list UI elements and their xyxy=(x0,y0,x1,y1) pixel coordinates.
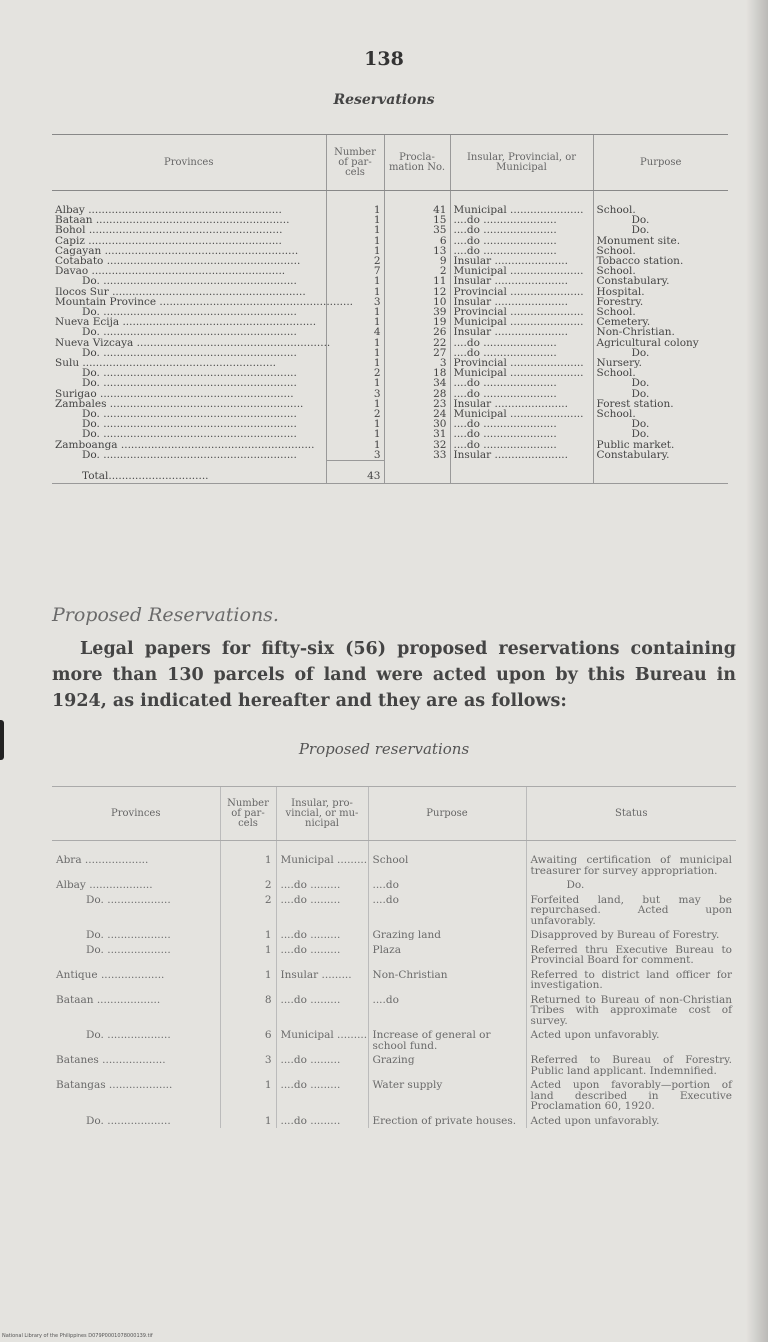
type-cell: ....do ...................... xyxy=(450,440,593,450)
province-cell: Batanes ................... xyxy=(56,1054,166,1066)
province-name: Bataan xyxy=(56,993,94,1006)
purpose-cell: Water supply xyxy=(368,1078,526,1114)
type-cell: Provincial ...................... xyxy=(450,307,593,317)
table-row xyxy=(52,893,736,929)
status-cell: Forfeited land, but may be repurchased. Acted upon unfavorably. xyxy=(526,893,736,929)
type-cell: ....do ......... xyxy=(276,1078,368,1114)
type-value: Insular xyxy=(453,449,492,462)
type-cell: ....do ...................... xyxy=(450,389,593,399)
proclamation-cell: 35 xyxy=(384,225,450,235)
province-cell: Do. ................... xyxy=(86,1029,171,1041)
proposed-reservations-table xyxy=(52,786,736,1128)
purpose-cell: Do. xyxy=(593,225,728,235)
table-row xyxy=(52,1053,736,1078)
province-cell: Do. ................... xyxy=(86,1114,171,1127)
province-name: Batangas xyxy=(56,1079,106,1091)
purpose-cell: ....do xyxy=(368,878,526,893)
province-name: Nueva Ecija xyxy=(55,316,120,329)
proclamation-cell: 13 xyxy=(384,246,450,256)
parcels-cell: 1 xyxy=(326,287,384,297)
type-cell: ....do ...................... xyxy=(450,215,593,225)
parcels-cell: 1 xyxy=(326,236,384,246)
province-name: Zamboanga xyxy=(55,438,118,451)
type-cell: Insular ...................... xyxy=(450,256,593,266)
purpose-cell: ....do xyxy=(368,993,526,1029)
type-value: Municipal xyxy=(280,854,334,866)
reservations-header-3: Insular, Provincial, or Municipal xyxy=(450,135,593,191)
table-row xyxy=(52,993,736,1029)
province-name: Davao xyxy=(55,265,89,278)
province-cell: Do. .......................................................... xyxy=(82,326,297,339)
province-name: Nueva Vizcaya xyxy=(55,336,134,349)
type-cell: Municipal ...................... xyxy=(450,191,593,216)
type-cell: ....do ...................... xyxy=(450,419,593,429)
status-cell: Referred thru Executive Bureau to Provincial Board for comment. xyxy=(526,943,736,968)
parcels-cell: 1 xyxy=(326,317,384,327)
type-cell: Municipal ......... xyxy=(276,1028,368,1053)
province-cell: Bohol .......................................................... xyxy=(55,224,283,237)
type-cell: Insular ...................... xyxy=(450,276,593,286)
parcels-cell: 1 xyxy=(326,378,384,388)
status-cell: Returned to Bureau of non-Christian Tribes with approximate cost of survey. xyxy=(526,993,736,1029)
province-cell: Do. .......................................................... xyxy=(82,428,297,441)
province-cell: Do. .......................................................... xyxy=(82,377,297,390)
proclamation-cell: 19 xyxy=(384,317,450,327)
province-name: Surigao xyxy=(55,387,97,400)
province-cell: Do. .......................................................... xyxy=(82,367,297,380)
parcels-cell: 2 xyxy=(220,878,276,893)
type-cell: Municipal ...................... xyxy=(450,266,593,276)
reservations-header-0: Provinces xyxy=(52,135,326,191)
province-name: Do. xyxy=(82,377,100,390)
province-cell: Ilocos Sur .......................................................... xyxy=(55,285,306,298)
purpose-cell: School. xyxy=(593,266,728,276)
province-cell: Antique ................... xyxy=(56,968,165,981)
province-name: Sulu xyxy=(55,357,80,370)
type-cell: ....do ......... xyxy=(276,1114,368,1129)
parcels-cell: 1 xyxy=(326,348,384,358)
parcels-cell: 7 xyxy=(326,266,384,276)
proclamation-cell: 31 xyxy=(384,429,450,439)
purpose-cell: Cemetery. xyxy=(593,317,728,327)
type-value: ....do xyxy=(280,1054,307,1066)
purpose-cell: Constabulary. xyxy=(593,450,728,461)
province-name: Cagayan xyxy=(55,244,102,257)
type-cell: Municipal ...................... xyxy=(450,368,593,378)
proposed-reservations-heading: Proposed Reservations. xyxy=(52,604,279,626)
type-value: Insular xyxy=(280,968,319,981)
province-cell: Bataan .......................................................... xyxy=(55,214,290,227)
table-row xyxy=(52,450,728,461)
purpose-cell: Grazing land xyxy=(368,928,526,943)
province-name: Capiz xyxy=(55,234,85,247)
province-cell: Bataan ................... xyxy=(56,993,161,1006)
table-row xyxy=(52,943,736,968)
parcels-cell: 1 xyxy=(326,419,384,429)
province-name: Batanes xyxy=(56,1054,99,1066)
type-value: Provincial xyxy=(453,285,507,298)
purpose-cell: Plaza xyxy=(368,943,526,968)
type-cell: Insular ...................... xyxy=(450,327,593,337)
parcels-cell: 1 xyxy=(326,399,384,409)
reservations-table xyxy=(52,134,728,484)
purpose-cell: Do. xyxy=(593,215,728,225)
type-cell: ....do ...................... xyxy=(450,246,593,256)
type-value: Insular xyxy=(453,326,492,339)
table-row xyxy=(52,191,728,216)
parcels-cell: 8 xyxy=(220,993,276,1029)
type-cell: ....do ......... xyxy=(276,943,368,968)
province-cell: Zamboanga .......................................................... xyxy=(55,438,315,451)
type-value: Provincial xyxy=(453,306,507,319)
type-value: ....do xyxy=(453,214,480,227)
purpose-cell: Public market. xyxy=(593,440,728,450)
province-name: Do. xyxy=(82,306,100,319)
type-value: ....do xyxy=(453,428,480,441)
parcels-cell: 1 xyxy=(326,429,384,439)
purpose-cell: Agricultural colony xyxy=(593,338,728,348)
parcels-cell: 1 xyxy=(326,440,384,450)
proclamation-cell: 11 xyxy=(384,276,450,286)
purpose-cell: Do. xyxy=(593,419,728,429)
purpose-cell: Nursery. xyxy=(593,358,728,368)
province-name: Do. xyxy=(82,428,100,441)
parcels-cell: 3 xyxy=(326,297,384,307)
province-cell: Abra ................... xyxy=(56,854,149,866)
province-name: Do. xyxy=(82,367,100,380)
province-name: Do. xyxy=(86,943,104,956)
type-value: ....do xyxy=(453,234,480,247)
type-cell: ....do ...................... xyxy=(450,225,593,235)
province-name: Zambales xyxy=(55,397,107,410)
province-name: Do. xyxy=(82,275,100,288)
type-value: Insular xyxy=(453,397,492,410)
province-cell: Albay ................... xyxy=(56,879,153,891)
province-cell: Do. .......................................................... xyxy=(82,449,297,462)
parcels-cell: 1 xyxy=(220,841,276,879)
proclamation-cell: 23 xyxy=(384,399,450,409)
type-cell: ....do ......... xyxy=(276,928,368,943)
type-value: ....do xyxy=(280,993,307,1006)
status-cell: Acted upon unfavorably. xyxy=(526,1114,736,1129)
type-value: ....do xyxy=(453,418,480,431)
province-name: Albay xyxy=(55,204,85,216)
province-cell: Mountain Province .......................................................... xyxy=(55,295,354,308)
page-number: 138 xyxy=(364,48,404,70)
parcels-cell: 1 xyxy=(326,225,384,235)
purpose-cell: School. xyxy=(593,307,728,317)
parcels-cell: 3 xyxy=(220,1053,276,1078)
province-name: Do. xyxy=(82,408,100,421)
province-cell: Do. ................... xyxy=(86,893,171,906)
table-row xyxy=(52,1078,736,1114)
purpose-cell: School. xyxy=(593,368,728,378)
parcels-cell: 2 xyxy=(326,256,384,266)
parcels-cell: 1 xyxy=(326,246,384,256)
parcels-cell: 3 xyxy=(326,389,384,399)
purpose-cell: Hospital. xyxy=(593,287,728,297)
proclamation-cell: 32 xyxy=(384,440,450,450)
proposed-header-3: Purpose xyxy=(368,787,526,841)
type-cell: Municipal ......... xyxy=(276,841,368,879)
page-edge-shadow xyxy=(0,720,4,760)
parcels-cell: 1 xyxy=(220,943,276,968)
province-cell: Do. ................... xyxy=(86,929,171,941)
proclamation-cell: 26 xyxy=(384,327,450,337)
proposed-header-0: Provinces xyxy=(52,787,220,841)
type-cell: Provincial ...................... xyxy=(450,358,593,368)
purpose-cell: Forestry. xyxy=(593,297,728,307)
proclamation-cell: 28 xyxy=(384,389,450,399)
type-value: Municipal xyxy=(280,1029,334,1041)
purpose-cell: School. xyxy=(593,409,728,419)
province-cell: Do. .......................................................... xyxy=(82,275,297,288)
type-value: Insular xyxy=(453,295,492,308)
status-cell: Acted upon favorably—portion of land described in Executive Proclamation 60, 1920. xyxy=(526,1078,736,1114)
province-name: Do. xyxy=(86,1114,104,1127)
purpose-cell: Non-Christian xyxy=(368,968,526,993)
type-value: Municipal xyxy=(453,367,507,380)
proclamation-cell: 22 xyxy=(384,338,450,348)
type-value: ....do xyxy=(280,929,307,941)
province-name: Do. xyxy=(86,893,104,906)
province-cell: Do. .......................................................... xyxy=(82,346,297,359)
proclamation-cell: 15 xyxy=(384,215,450,225)
proclamation-cell: 30 xyxy=(384,419,450,429)
type-value: Municipal xyxy=(453,204,507,216)
purpose-cell: Do. xyxy=(593,348,728,358)
proclamation-cell: 18 xyxy=(384,368,450,378)
type-cell: ....do ......... xyxy=(276,993,368,1029)
type-cell: Insular ......... xyxy=(276,968,368,993)
type-value: ....do xyxy=(280,879,307,891)
parcels-cell: 1 xyxy=(326,215,384,225)
type-cell: Insular ...................... xyxy=(450,297,593,307)
intro-paragraph: Legal papers for fifty-six (56) proposed reservations containing more than 130 parcels of land were acted upon by this Bureau in 1924, as indicated hereafter and they are as follows: xyxy=(52,639,736,711)
binding-shadow xyxy=(746,0,768,1342)
parcels-cell: 1 xyxy=(220,1114,276,1129)
status-cell: Awaiting certification of municipal treasurer for survey appropriation. xyxy=(526,841,736,879)
type-cell: ....do ......... xyxy=(276,878,368,893)
reservations-header-4: Purpose xyxy=(593,135,728,191)
parcels-cell: 1 xyxy=(220,1078,276,1114)
province-cell: Davao .......................................................... xyxy=(55,265,286,278)
type-value: Municipal xyxy=(453,408,507,421)
parcels-cell: 1 xyxy=(220,928,276,943)
parcels-cell: 1 xyxy=(326,307,384,317)
parcels-cell: 2 xyxy=(220,893,276,929)
type-cell: Provincial ...................... xyxy=(450,287,593,297)
province-cell: Nueva Ecija .......................................................... xyxy=(55,316,317,329)
type-value: ....do xyxy=(280,1114,307,1127)
purpose-cell: Increase of general or school fund. xyxy=(368,1028,526,1053)
type-value: ....do xyxy=(453,377,480,390)
province-name: Do. xyxy=(82,418,100,431)
status-cell: Do. xyxy=(526,878,736,893)
purpose-cell: Do. xyxy=(593,378,728,388)
type-cell: Municipal ...................... xyxy=(450,317,593,327)
parcels-cell: 2 xyxy=(326,368,384,378)
table-row xyxy=(52,928,736,943)
province-name: Do. xyxy=(86,1029,104,1041)
table-row xyxy=(52,878,736,893)
reservations-header-2: Procla-mation No. xyxy=(384,135,450,191)
province-cell: Do. .......................................................... xyxy=(82,418,297,431)
type-cell: ....do ...................... xyxy=(450,429,593,439)
province-name: Do. xyxy=(86,929,104,941)
purpose-cell: Do. xyxy=(593,389,728,399)
province-cell: Zambales .......................................................... xyxy=(55,397,304,410)
proclamation-cell: 3 xyxy=(384,358,450,368)
proclamation-cell: 39 xyxy=(384,307,450,317)
type-cell: ....do ...................... xyxy=(450,348,593,358)
type-value: ....do xyxy=(453,244,480,257)
parcels-cell: 1 xyxy=(326,276,384,286)
province-name: Bataan xyxy=(55,214,93,227)
province-name: Do. xyxy=(82,346,100,359)
purpose-cell: School xyxy=(368,841,526,879)
type-value: Municipal xyxy=(453,265,507,278)
province-name: Bohol xyxy=(55,224,86,237)
type-cell: ....do ...................... xyxy=(450,378,593,388)
province-cell: Capiz .......................................................... xyxy=(55,234,282,247)
type-value: Insular xyxy=(453,275,492,288)
purpose-cell: Monument site. xyxy=(593,236,728,246)
province-name: Antique xyxy=(56,968,98,981)
parcels-cell: 1 xyxy=(326,358,384,368)
type-value: ....do xyxy=(453,224,480,237)
proposed-table-title: Proposed reservations xyxy=(298,740,470,758)
province-cell: Do. .......................................................... xyxy=(82,408,297,421)
proclamation-cell: 34 xyxy=(384,378,450,388)
proclamation-cell: 41 xyxy=(384,191,450,216)
type-value: ....do xyxy=(453,336,480,349)
province-name: Ilocos Sur xyxy=(55,285,109,298)
parcels-cell: 2 xyxy=(326,409,384,419)
proclamation-cell: 27 xyxy=(384,348,450,358)
status-cell: Referred to district land officer for investigation. xyxy=(526,968,736,993)
province-name: Do. xyxy=(82,326,100,339)
province-cell: Surigao .......................................................... xyxy=(55,387,294,400)
purpose-cell: School. xyxy=(593,191,728,216)
table-row xyxy=(52,841,736,879)
reservations-header-1: Number of par-cels xyxy=(326,135,384,191)
type-value: ....do xyxy=(280,1079,307,1091)
type-cell: Insular ...................... xyxy=(450,399,593,409)
proclamation-cell: 24 xyxy=(384,409,450,419)
type-value: Provincial xyxy=(453,357,507,370)
total-value: 43 xyxy=(326,461,384,484)
province-cell: Cagayan .......................................................... xyxy=(55,244,299,257)
province-cell: Albay .......................................................... xyxy=(55,204,282,216)
parcels-cell: 3 xyxy=(326,450,384,461)
type-value: ....do xyxy=(280,943,307,956)
proclamation-cell: 10 xyxy=(384,297,450,307)
purpose-cell: Do. xyxy=(593,429,728,439)
province-cell: Sulu .......................................................... xyxy=(55,357,276,370)
proclamation-cell: 9 xyxy=(384,256,450,266)
footer-caption: National Library of the Philippines D079P0001078000139.tif xyxy=(2,1333,153,1339)
proposed-header-2: Insular, pro-vincial, or mu-nicipal xyxy=(276,787,368,841)
purpose-cell: Forest station. xyxy=(593,399,728,409)
province-cell: Cotabato .......................................................... xyxy=(55,255,301,268)
type-value: ....do xyxy=(280,893,307,906)
province-cell: Batangas ................... xyxy=(56,1079,173,1091)
province-name: Albay xyxy=(56,879,86,891)
reservations-title: Reservations xyxy=(333,92,435,108)
parcels-cell: 6 xyxy=(220,1028,276,1053)
type-cell: Municipal ...................... xyxy=(450,409,593,419)
table-row xyxy=(52,1114,736,1129)
purpose-cell: Non-Christian. xyxy=(593,327,728,337)
type-cell: ....do ......... xyxy=(276,1053,368,1078)
parcels-cell: 1 xyxy=(220,968,276,993)
proclamation-cell: 33 xyxy=(384,450,450,461)
purpose-cell: Tobacco station. xyxy=(593,256,728,266)
total-label: Total.............................. xyxy=(82,469,209,482)
province-name: Mountain Province xyxy=(55,295,157,308)
type-value: ....do xyxy=(453,346,480,359)
purpose-cell: ....do xyxy=(368,893,526,929)
type-value: ....do xyxy=(453,438,480,451)
purpose-cell: Erection of private houses. xyxy=(368,1114,526,1129)
status-cell: Acted upon unfavorably. xyxy=(526,1028,736,1053)
type-value: Municipal xyxy=(453,316,507,329)
province-cell: Nueva Vizcaya .......................................................... xyxy=(55,336,331,349)
type-cell: Insular ...................... xyxy=(450,450,593,461)
type-cell: ....do ...................... xyxy=(450,236,593,246)
type-value: ....do xyxy=(453,387,480,400)
type-cell: ....do ...................... xyxy=(450,338,593,348)
parcels-cell: 1 xyxy=(326,338,384,348)
parcels-cell: 4 xyxy=(326,327,384,337)
type-cell: ....do ......... xyxy=(276,893,368,929)
proposed-header-4: Status xyxy=(526,787,736,841)
province-name: Do. xyxy=(82,449,100,462)
purpose-cell: Grazing xyxy=(368,1053,526,1078)
purpose-cell: Constabulary. xyxy=(593,276,728,286)
table-row xyxy=(52,1028,736,1053)
province-cell: Do. .......................................................... xyxy=(82,306,297,319)
proposed-header-1: Number of par-cels xyxy=(220,787,276,841)
type-value: Insular xyxy=(453,255,492,268)
parcels-cell: 1 xyxy=(326,191,384,216)
table-row xyxy=(52,968,736,993)
proclamation-cell: 2 xyxy=(384,266,450,276)
purpose-cell: School. xyxy=(593,246,728,256)
province-name: Cotabato xyxy=(55,255,104,268)
status-cell: Disapproved by Bureau of Forestry. xyxy=(526,928,736,943)
proclamation-cell: 6 xyxy=(384,236,450,246)
proclamation-cell: 12 xyxy=(384,287,450,297)
province-cell: Do. ................... xyxy=(86,943,171,956)
status-cell: Referred to Bureau of Forestry. Public land applicant. Indemnified. xyxy=(526,1053,736,1078)
province-name: Abra xyxy=(56,854,82,866)
